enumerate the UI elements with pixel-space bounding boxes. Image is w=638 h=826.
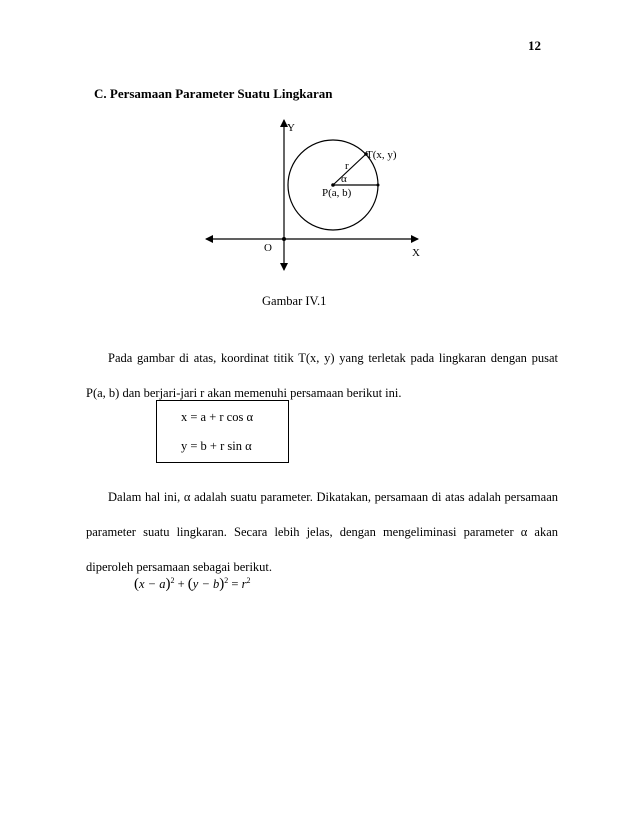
center-label: P(a, b) [322, 187, 352, 199]
eq-term1: x − a [139, 577, 166, 592]
circle-parameter-figure [190, 112, 450, 282]
paragraph-2-text: Dalam hal ini, α adalah suatu parameter. Dikatakan, persamaan di atas adalah persamaan parameter suatu lingkaran. Secara lebih jelas, dengan mengeliminasi parameter α akan diperoleh persamaan sebagai berikut. [86, 490, 558, 574]
angle-label: α [341, 173, 347, 185]
y-axis-label: Y [287, 122, 295, 134]
eq-rhs: r [241, 577, 247, 592]
equation-x: x = a + r cos α [181, 410, 254, 424]
paragraph-1-text: Pada gambar di atas, koordinat titik T(x, y) yang terletak pada lingkaran dengan pusat P(a, b) dan berjari-jari r akan memenuhi persamaan berikut ini. [86, 351, 558, 400]
figure-caption: Gambar IV.1 [262, 294, 327, 308]
paragraph-2 [86, 480, 558, 585]
horizontal-end-point [377, 184, 380, 187]
eq-plus: + [177, 577, 185, 592]
eq-exp2: 2 [224, 576, 229, 585]
equation-y: y = b + r sin α [181, 439, 252, 453]
page-number: 12 [528, 38, 541, 53]
section-title: C. Persamaan Parameter Suatu Lingkaran [94, 86, 333, 101]
eq-exp1: 2 [170, 576, 175, 585]
origin-point [282, 237, 286, 241]
eq-term2: y − b [192, 577, 220, 592]
x-axis-label: X [412, 247, 420, 259]
radius-label: r [345, 160, 349, 172]
point-t-label: T(x, y) [366, 149, 397, 161]
origin-label: O [264, 242, 272, 254]
equation-box [156, 400, 289, 463]
radius-line [333, 154, 366, 185]
eq-exp3: 2 [246, 576, 251, 585]
eq-equals: = [231, 577, 239, 592]
circle-equation: $(x - a)^2 + (y - b)^2 = r^2$ [134, 576, 251, 593]
